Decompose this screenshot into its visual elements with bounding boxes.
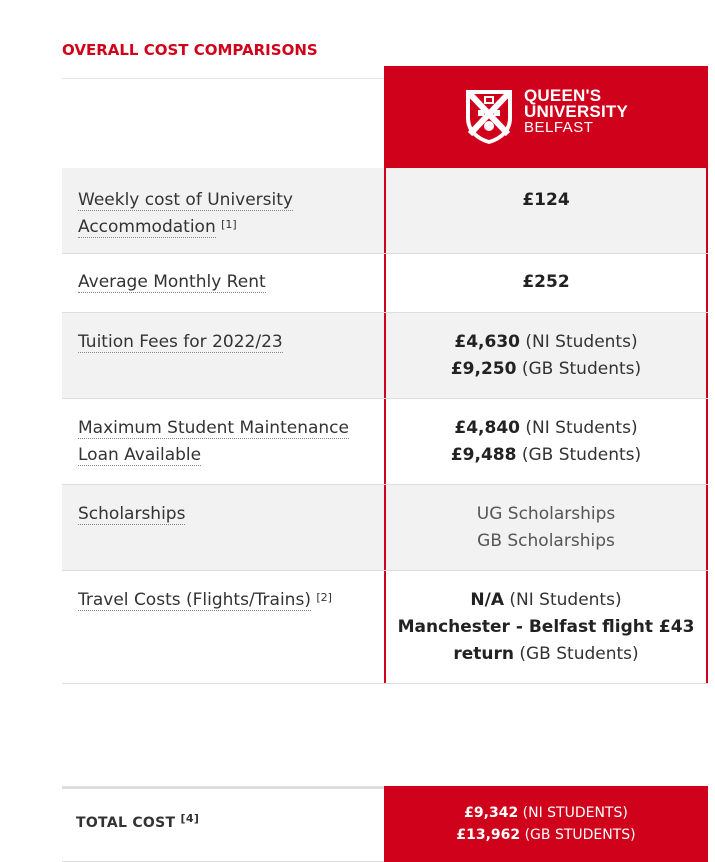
table-row xyxy=(62,313,708,399)
value-note: (GB Students) xyxy=(516,359,642,379)
row-label-travel[interactable] xyxy=(78,587,368,614)
row-value xyxy=(386,587,706,668)
total-ni-note: (NI STUDENTS) xyxy=(518,805,628,821)
total-label xyxy=(76,812,200,831)
value-note: (NI Students) xyxy=(504,590,622,610)
value-amount: £9,250 xyxy=(450,359,517,379)
row-label-text[interactable]: Travel Costs (Flights/Trains) xyxy=(78,590,311,610)
value-note: (NI Students) xyxy=(520,332,638,352)
row-label-text[interactable]: Tuition Fees for 2022/23 xyxy=(78,332,283,352)
row-label-maintenance-loan[interactable] xyxy=(78,415,368,469)
value-note: (NI Students) xyxy=(520,418,638,438)
university-name-line1: QUEEN'S xyxy=(524,86,602,105)
total-gb-amount: £13,962 xyxy=(456,827,521,843)
value-amount: return xyxy=(453,644,514,664)
table-row xyxy=(62,254,708,313)
gb-scholarships-link[interactable]: GB Scholarships xyxy=(477,531,615,551)
table-row xyxy=(62,571,708,684)
row-value xyxy=(386,501,706,555)
row-value xyxy=(386,415,706,469)
row-label-text[interactable]: Scholarships xyxy=(78,504,186,524)
value-amount: £4,840 xyxy=(454,418,520,438)
value-amount: £9,488 xyxy=(450,445,517,465)
footnote-ref[interactable]: [4] xyxy=(180,812,200,825)
table-row xyxy=(62,399,708,485)
row-value xyxy=(386,269,706,296)
university-name-line3: BELFAST xyxy=(524,119,594,136)
university-name xyxy=(524,88,628,136)
footnote-ref[interactable]: [1] xyxy=(221,218,237,231)
row-label-tuition[interactable] xyxy=(78,329,368,356)
row-label-text[interactable]: Weekly cost of University Accommodation xyxy=(78,190,293,237)
value-amount: £4,630 xyxy=(454,332,520,352)
university-logo-header xyxy=(384,66,708,168)
row-label-text[interactable]: Maximum Student Maintenance Loan Available xyxy=(78,418,349,465)
table-row xyxy=(62,168,708,254)
crest-icon xyxy=(464,88,514,146)
row-label-rent[interactable] xyxy=(78,269,368,296)
page-title: OVERALL COST COMPARISONS xyxy=(62,41,318,59)
row-label-scholarships[interactable] xyxy=(78,501,368,528)
university-name-line2: UNIVERSITY xyxy=(524,102,629,121)
total-value xyxy=(384,802,708,846)
row-label-accommodation[interactable] xyxy=(78,187,368,241)
total-label-text: TOTAL COST xyxy=(76,815,176,831)
total-ni-amount: £9,342 xyxy=(464,805,519,821)
row-label-text[interactable]: Average Monthly Rent xyxy=(78,272,266,292)
row-value xyxy=(386,187,706,214)
value-amount: Manchester - Belfast flight £43 xyxy=(397,617,695,637)
footnote-ref[interactable]: [2] xyxy=(316,591,332,604)
ug-scholarships-link[interactable]: UG Scholarships xyxy=(476,504,616,524)
total-value-cell xyxy=(384,786,708,862)
row-value xyxy=(386,329,706,383)
total-row xyxy=(62,786,708,862)
total-gb-note: (GB STUDENTS) xyxy=(520,827,636,843)
value-note: (GB Students) xyxy=(513,644,639,664)
value-amount: N/A xyxy=(470,590,504,610)
value-amount: £124 xyxy=(522,190,570,210)
header-divider xyxy=(62,78,384,79)
value-amount: £252 xyxy=(522,272,570,292)
value-note: (GB Students) xyxy=(516,445,642,465)
table-row xyxy=(62,485,708,571)
